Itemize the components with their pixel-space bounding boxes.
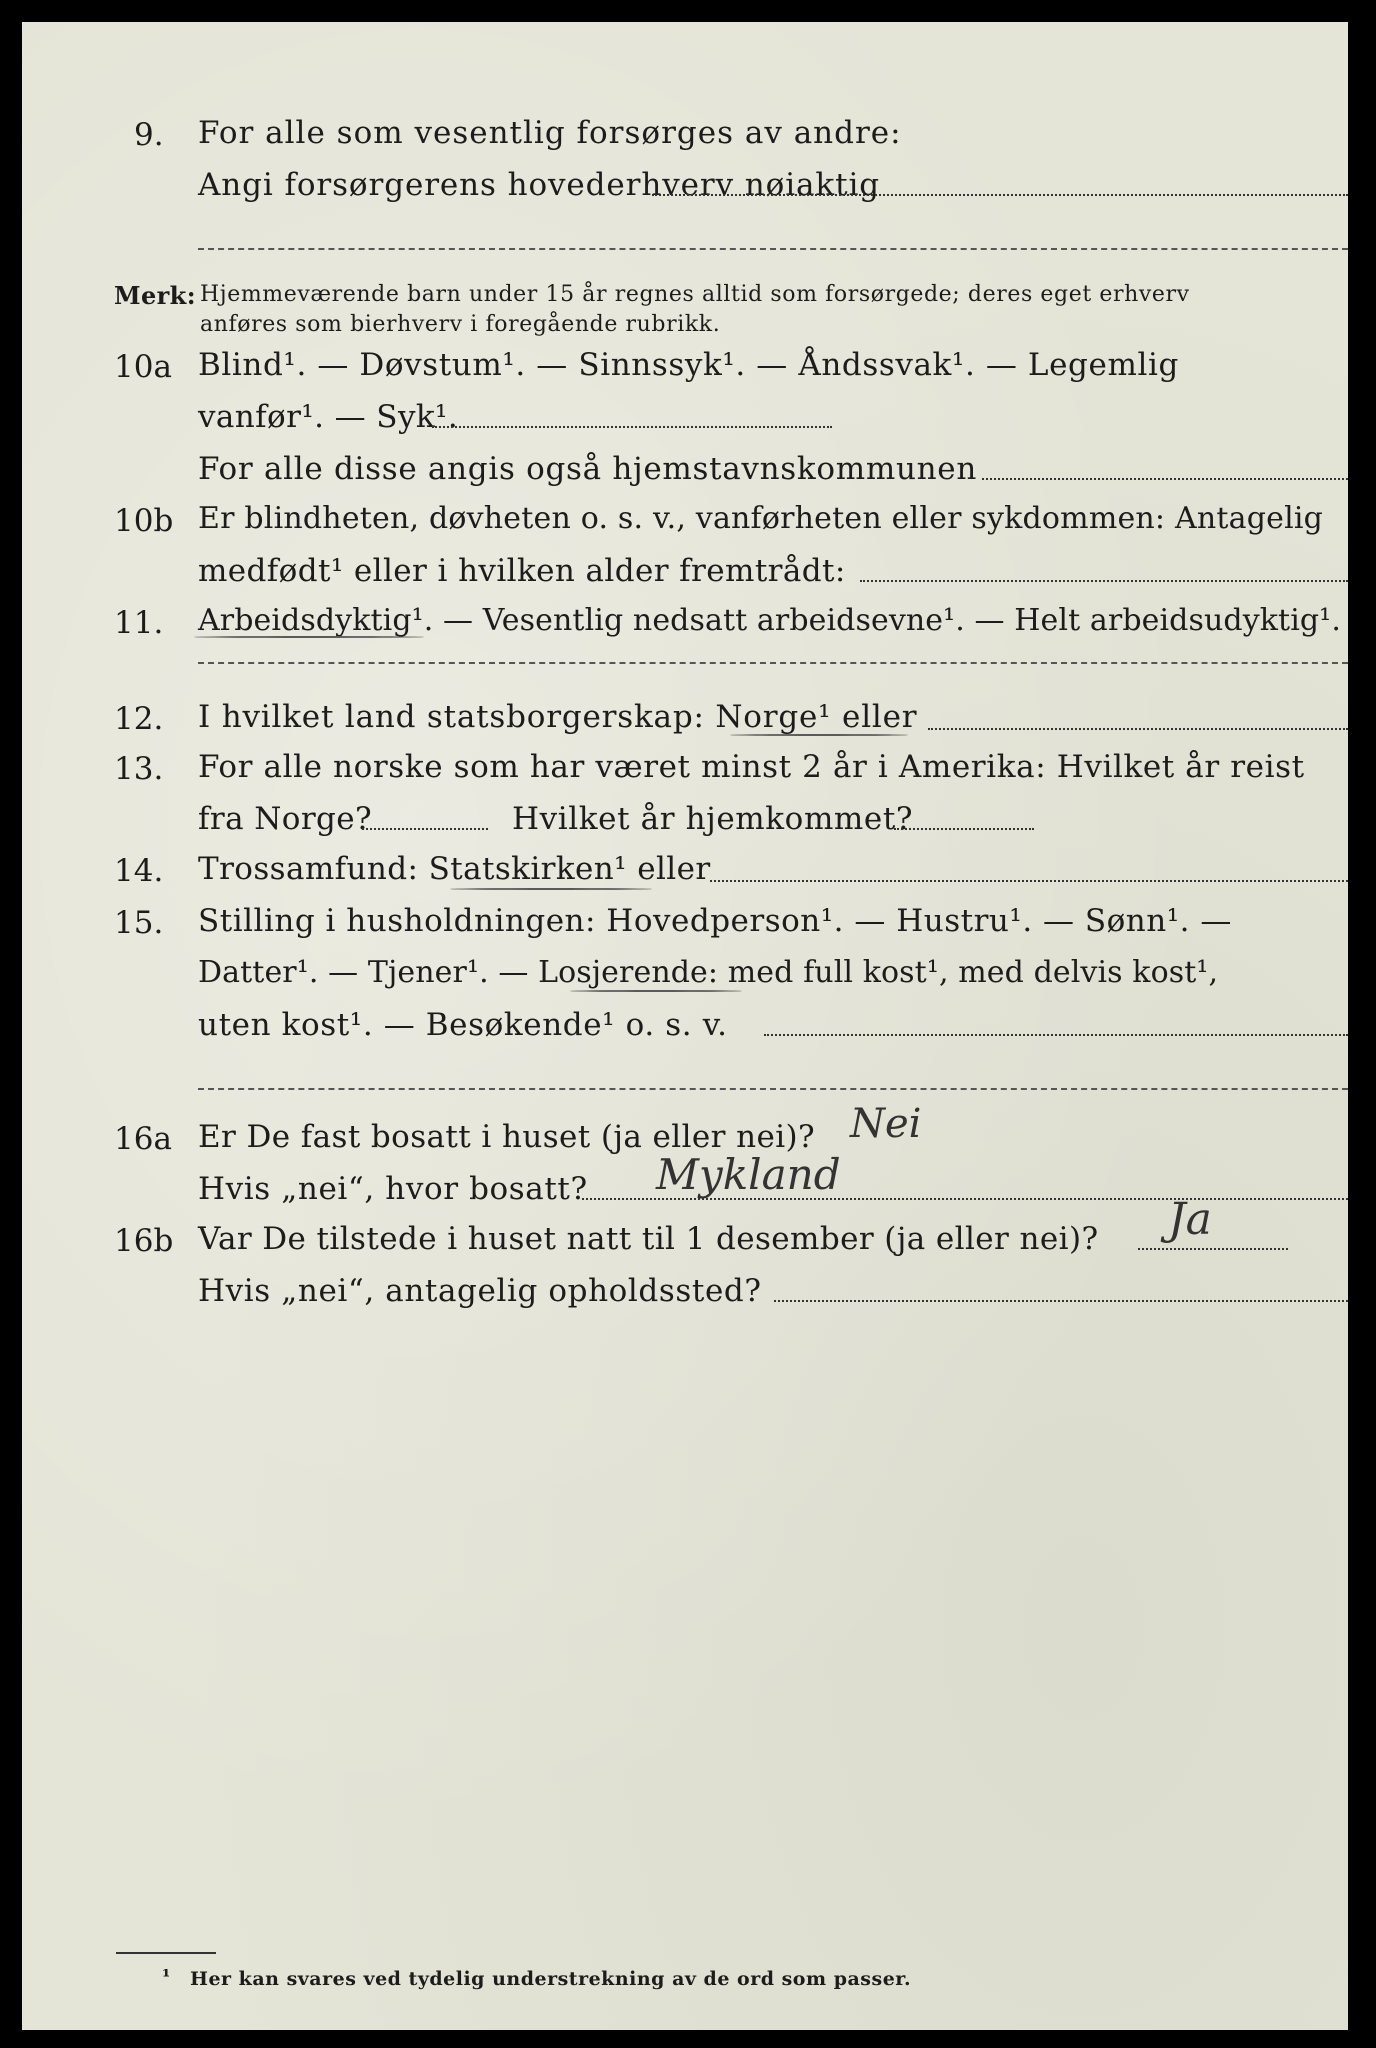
q16a-number: 16a	[114, 1121, 172, 1157]
q12-answer-line	[928, 728, 1348, 730]
q15-underline-losjerende	[570, 990, 742, 992]
q11-underline-arbeidsdyktig	[194, 636, 424, 638]
q9-line2: Angi forsørgerens hovederhverv nøiaktig	[198, 167, 881, 203]
q14-answer-line	[710, 880, 1348, 882]
q16a-handwritten-answer2: Mykland	[656, 1150, 841, 1199]
q16b-handwritten-answer1: Ja	[1168, 1194, 1212, 1245]
q16b-number: 16b	[114, 1223, 174, 1259]
q10a-answer-line	[432, 426, 832, 428]
q9-answer-line	[652, 194, 1348, 196]
q14-number: 14.	[114, 853, 164, 889]
q15-line1: Stilling i husholdningen: Hovedperson¹. — Hustru¹. — Sønn¹. —	[198, 903, 1232, 939]
q16b-answer-line	[1138, 1248, 1288, 1250]
q11-extra-line	[198, 662, 1348, 664]
q10a-line1: Blind¹. — Døvstum¹. — Sinnssyk¹. — Åndssvak¹. — Legemlig	[198, 347, 1179, 383]
q10b-number: 10b	[114, 503, 174, 539]
q15-number: 15.	[114, 905, 164, 941]
q10a-hjemstavn-line	[982, 478, 1348, 480]
q11-number: 11.	[114, 605, 164, 641]
q10b-answer-line	[860, 580, 1348, 582]
q16a-line2: Hvis „nei“, hvor bosatt?	[198, 1171, 588, 1207]
q16b-line2: Hvis „nei“, antagelig opholdssted?	[198, 1273, 762, 1309]
q15-extra-line	[198, 1088, 1348, 1090]
q13-number: 13.	[114, 751, 164, 787]
footnote-marker: ¹	[162, 1966, 171, 1988]
q14-underline-statskirken	[450, 888, 652, 890]
q11-line1: Arbeidsdyktig¹. — Vesentlig nedsatt arbeidsevne¹. — Helt arbeidsudyktig¹.	[198, 603, 1341, 638]
census-form-sheet	[22, 22, 1348, 2030]
q9-extra-line	[198, 248, 1348, 250]
q13-line1: For alle norske som har været minst 2 år i Amerika: Hvilket år reist	[198, 749, 1305, 785]
q16b-opholdssted-line	[774, 1300, 1348, 1302]
q12-underline-norge	[730, 734, 908, 736]
footnote-text: Her kan svares ved tydelig understrekning av de ord som passer.	[190, 1968, 912, 1990]
q10a-number: 10a	[114, 349, 172, 385]
q15-answer-line	[764, 1034, 1348, 1036]
q14-line1: Trossamfund: Statskirken¹ eller	[198, 851, 711, 887]
q13-reist-line	[362, 828, 488, 830]
merk-line2: anføres som bierhverv i foregående rubrikk.	[200, 312, 721, 337]
q16a-handwritten-answer1: Nei	[850, 1101, 922, 1147]
q9-number: 9.	[134, 117, 164, 153]
merk-line1: Hjemmeværende barn under 15 år regnes alltid som forsørgede; deres eget erhverv	[200, 282, 1190, 307]
q10b-line1: Er blindheten, døvheten o. s. v., vanførheten eller sykdommen: Antagelig	[198, 501, 1324, 536]
q12-number: 12.	[114, 701, 164, 737]
footnote-rule	[116, 1952, 216, 1954]
q16a-line1: Er De fast bosatt i huset (ja eller nei)?	[198, 1119, 816, 1155]
q15-line2: Datter¹. — Tjener¹. — Losjerende: med full kost¹, med delvis kost¹,	[198, 955, 1219, 990]
q13-line2a: fra Norge?	[198, 801, 373, 837]
merk-label: Merk:	[114, 281, 196, 310]
q10a-line2: vanfør¹. — Syk¹.	[198, 399, 459, 435]
q15-line3: uten kost¹. — Besøkende¹ o. s. v.	[198, 1007, 728, 1043]
q10b-line2: medfødt¹ eller i hvilken alder fremtrådt:	[198, 553, 846, 589]
q16b-line1: Var De tilstede i huset natt til 1 desember (ja eller nei)?	[198, 1221, 1099, 1257]
q9-line1: For alle som vesentlig forsørges av andre:	[198, 115, 902, 151]
q12-line1: I hvilket land statsborgerskap: Norge¹ eller	[198, 699, 918, 735]
q13-line2b: Hvilket år hjemkommet?	[512, 801, 914, 837]
q13-hjemkommet-line	[894, 828, 1034, 830]
q10a-line3: For alle disse angis også hjemstavnskommunen	[198, 451, 977, 487]
